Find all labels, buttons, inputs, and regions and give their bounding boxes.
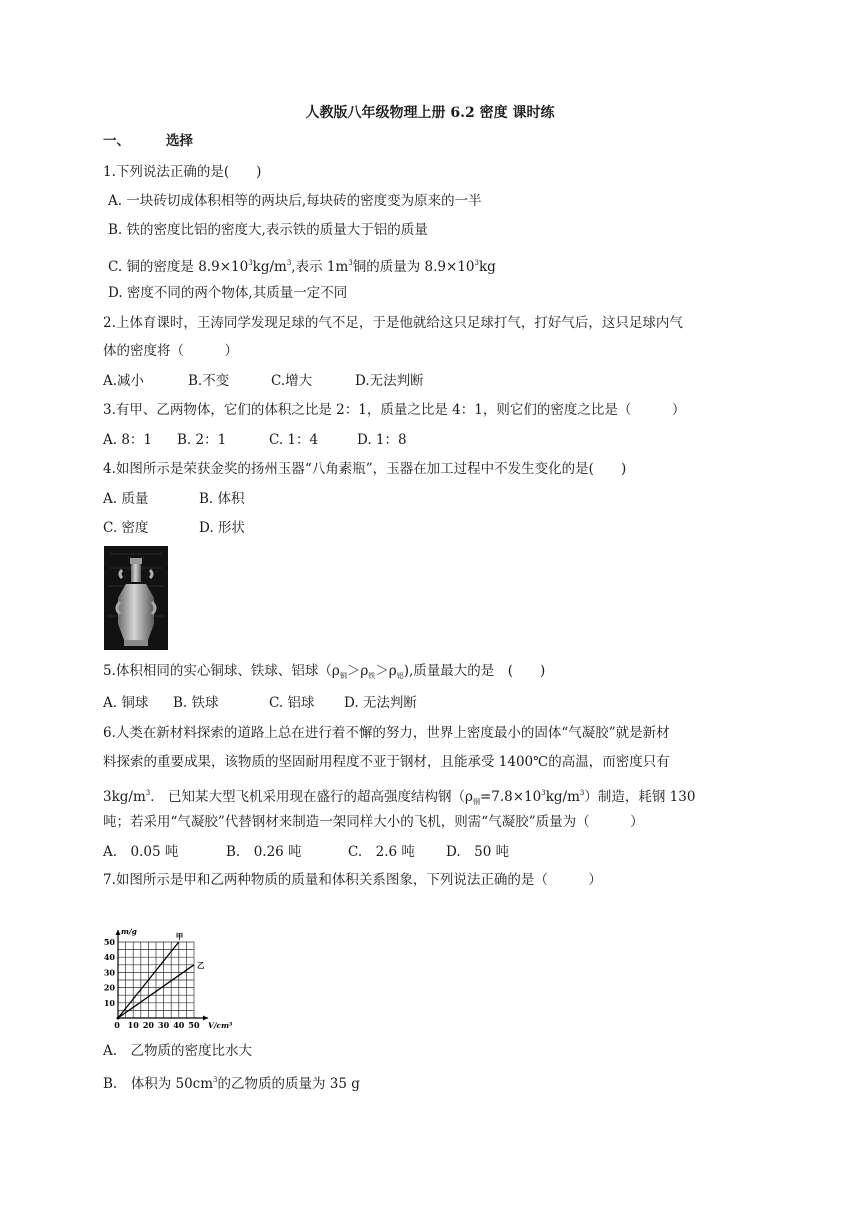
q4-stem: 4.如图所示是荣获金奖的扬州玉器“八角素瓶”，玉器在加工过程中不发生变化的是( ) [103, 461, 627, 477]
q3-option-a: A. 8：1 [103, 432, 153, 448]
q1-option-a: A. 一块砖切成体积相等的两块后,每块砖的密度变为原来的一半 [108, 193, 482, 209]
series-label-1: 甲 [175, 932, 184, 941]
q4-option-d: D. 形状 [199, 520, 245, 536]
y-tick-label: 10 [103, 997, 115, 1008]
q4-options-row2 [103, 518, 245, 538]
y-axis-arrow [116, 930, 121, 935]
x-tick-label: 40 [173, 1020, 185, 1030]
x-tick-label: 0 [114, 1020, 120, 1030]
q4-option-c: C. 密度 [103, 520, 149, 536]
q6-option-a: A. 0.05 吨 [103, 844, 179, 860]
x-tick-label: 10 [127, 1020, 139, 1030]
series-label-2: 乙 [197, 960, 205, 970]
q7-option-a: A. 乙物质的密度比水大 [103, 1043, 253, 1059]
q5-option-c: C. 铝球 [269, 695, 315, 711]
section-number: 一、 [103, 133, 130, 149]
x-tick-label: 20 [142, 1020, 154, 1030]
y-tick-label: 40 [103, 952, 115, 963]
q6-option-d: D. 50 吨 [446, 844, 510, 860]
q5-options [103, 693, 417, 713]
q5-option-a: A. 铜球 [103, 695, 149, 711]
document-title: 人教版八年级物理上册 6.2 密度 课时练 [305, 105, 555, 121]
q2-stem-line2: 体的密度将（ ） [103, 343, 238, 359]
q2-option-c: C.增大 [271, 373, 313, 389]
q3-option-b: B. 2：1 [177, 432, 227, 448]
q7-option-b: B. 体积为 $50cm^3$的乙物质的质量为 35 g [103, 1076, 360, 1092]
q6-line3: $3kg/m^3$． 已知某大型飞机采用现在盛行的超高强度结构钢$(\rho_钢=7.8\times 10^3kg/m^3)$制造，耗钢 130 [103, 789, 696, 806]
q6-option-b: B. 0.26 吨 [226, 844, 302, 860]
q6-line2: 料探索的重要成果，该物质的坚固耐用程度不亚于钢材，且能承受 1400℃的高温，而密度只有 [103, 754, 670, 770]
y-tick-label: 50 [103, 937, 115, 947]
q3-stem: 3.有甲、乙两物体，它们的体积之比是 2：1，质量之比是 4：1，则它们的密度之比是（ ） [103, 402, 686, 418]
q3-option-c: C. 1：4 [269, 432, 319, 448]
q6-line4: 吨；若采用“气凝胶”代替钢材来制造一架同样大小的飞机，则需“气凝胶”质量为（ ） [103, 814, 644, 830]
section-heading [103, 131, 193, 151]
y-tick-label: 30 [103, 967, 115, 978]
q3-options [103, 430, 407, 450]
q6-line1: 6.人类在新材料探索的道路上总在进行着不懈的努力，世界上密度最小的固体“气凝胶”就是新材 [103, 725, 670, 741]
q5-option-b: B. 铁球 [173, 695, 219, 711]
x-tick-label: 50 [188, 1020, 200, 1030]
y-axis-label: m/g [121, 927, 137, 936]
q2-stem-line1: 2.上体育课时，王涛同学发现足球的气不足，于是他就给这只足球打气，打好气后，这只足球内气 [103, 315, 683, 331]
q5-stem: 5.体积相同的实心铜球、铁球、铝球$(\rho_铜>\rho_铁>\rho_铝)$,质量最大的是 ( ) [103, 663, 546, 680]
x-tick-label: 30 [158, 1020, 170, 1030]
section-label: 选择 [166, 133, 193, 149]
q1-option-b: B. 铁的密度比铝的密度大,表示铁的质量大于铝的质量 [108, 222, 428, 238]
q2-option-a: A.减小 [103, 373, 145, 389]
q6-options [103, 842, 509, 862]
y-tick-label: 20 [103, 982, 115, 993]
q4-option-a: A. 质量 [103, 491, 149, 507]
chart-grid [118, 942, 194, 1018]
x-axis-label: V/cm³ [208, 1021, 233, 1030]
mass-volume-chart [100, 900, 280, 1030]
q2-option-b: B.不变 [188, 373, 230, 389]
q3-option-d: D. 1：8 [357, 432, 407, 448]
q2-options [103, 371, 424, 391]
q6-option-c: C. 2.6 吨 [348, 844, 415, 860]
q1-stem: 1.下列说法正确的是( ) [103, 164, 262, 180]
q7-stem: 7.如图所示是甲和乙两种物质的质量和体积关系图象，下列说法正确的是（ ） [103, 872, 602, 888]
q1-option-c: C. 铜的密度是 $8.9\times 10^3kg/m^3$,表示 $1m^3$铜的质量为 $8.9\times 10^3kg$ [108, 259, 496, 275]
q4-options-row1 [103, 489, 245, 509]
x-axis-arrow [203, 1016, 208, 1021]
q2-option-d: D.无法判断 [355, 373, 424, 389]
jade-vase-image [104, 546, 168, 650]
q1-option-d: D. 密度不同的两个物体,其质量一定不同 [108, 285, 348, 301]
q4-option-b: B. 体积 [199, 491, 245, 507]
q5-option-d: D. 无法判断 [344, 695, 417, 711]
